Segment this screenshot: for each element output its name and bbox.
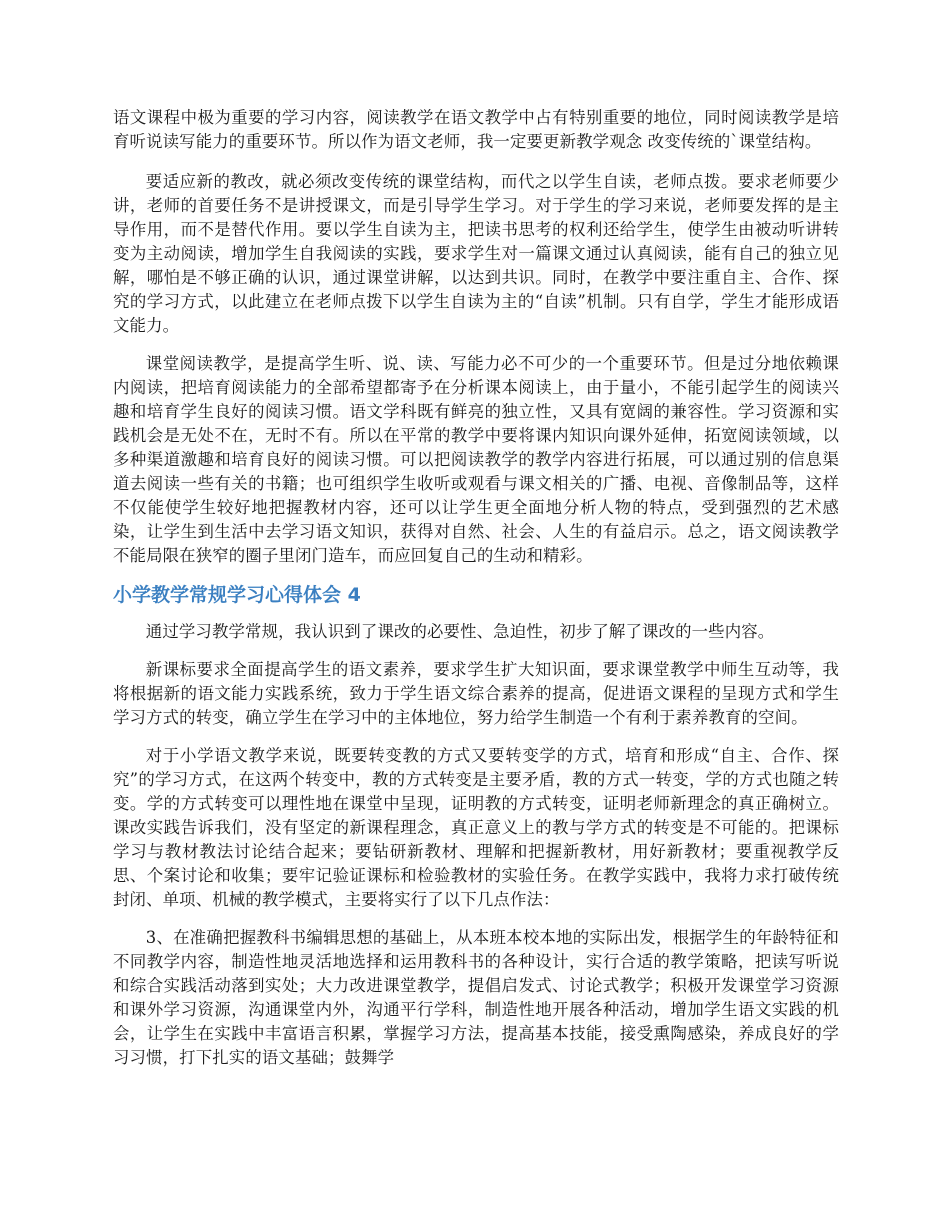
paragraph-classroom-structure: 要适应新的教改，就必须改变传统的课堂结构，而代之以学生自读，老师点拨。要求老师要少讲，老师的首要任务不是讲授课文，而是引导学生学习。对于学生的学习来说，老师要发挥的是主导作用，而不是替代作用。要以学生自读为主，把读书思考的权利还给学生，使学生由被动听讲转变为主动阅读，增加学生自我阅读的实践，要求学生对一篇课文通过认真阅读，能有自己的独立见解，哪怕是不够正确的认识，通过课堂讲解，以达到共识。同时，在教学中要注重自主、合作、探究的学习方式，以此建立在老师点拨下以学生自读为主的“自读”机制。只有自学，学生才能形成语文能力。 [113,172,839,335]
paragraph-reading-teaching: 课堂阅读教学，是提高学生听、说、读、写能力必不可少的一个重要环节。但是过分地依赖课内阅读，把培育阅读能力的全部希望都寄予在分析课本阅读上，由于量小，不能引起学生的阅读兴趣和培育学生良好的阅读习惯。语文学科既有鲜亮的独立性，又具有宽阔的兼容性。学习资源和实践机会是无处不在，无时不有。所以在平常的教学中要将课内知识向课外延伸，拓宽阅读领域，以多种渠道激趣和培育良好的阅读习惯。可以把阅读教学的教学内容进行拓展，可以通过别的信息渠道去阅读一些有关的书籍；也可组织学生收听或观看与课文相关的广播、电视、音像制品等，这样不仅能使学生较好地把握教材内容，还可以让学生更全面地分析人物的特点，受到强烈的艺术感染，让学生到生活中去学习语文知识，获得对自然、社会、人生的有益启示。总之，语文阅读教学不能局限在狭窄的圈子里闭门造车，而应回复自己的生动和精彩。 [113,354,839,565]
paragraph-teaching-methods: 对于小学语文教学来说，既要转变教的方式又要转变学的方式，培育和形成“自主、合作、探究”的学习方式，在这两个转变中，教的方式转变是主要矛盾，教的方式一转变，学的方式也随之转变。学的方式转变可以理性地在课堂中呈现，证明教的方式转变，证明老师新理念的真正确树立。课改实践告诉我们，没有坚定的新课程理念，真正意义上的教与学方式的转变是不可能的。把课标学习与教材教法讨论结合起来；要钻研新教材、理解和把握新教材，用好新教材；要重视教学反思、个案讨论和收集；要牢记验证课标和检验教材的实验任务。在教学实践中，我将力求打破传统封闭、单项、机械的教学模式，主要将实行了以下几点作法： [113,746,839,909]
paragraph-point-3: 3、在准确把握教科书编辑思想的基础上，从本班本校本地的实际出发，根据学生的年龄特征和不同教学内容，制造性地灵活地选择和运用教科书的各种设计，实行合适的教学策略，把读写听说和综合实践活动落到实处；大力改进课堂教学，提倡启发式、讨论式教学；积极开发课堂学习资源和课外学习资源，沟通课堂内外，沟通平行学科，制造性地开展各种活动，增加学生语文实践的机会，让学生在实践中丰富语言积累，掌握学习方法，提高基本技能，接受熏陶感染，养成良好的学习习惯，打下扎实的语文基础；鼓舞学 [113,928,839,1067]
paragraph-intro: 通过学习教学常规，我认识到了课改的必要性、急迫性，初步了解了课改的一些内容。 [145,622,775,641]
section-heading: 小学教学常规学习心得体会 4 [113,584,361,606]
paragraph-new-curriculum: 新课标要求全面提高学生的语文素养，要求学生扩大知识面，要求课堂教学中师生互动等，我将根据新的语文能力实践系统，致力于学生语文综合素养的提高，促进语文课程的呈现方式和学生学习方式的转变，确立学生在学习中的主体地位，努力给学生制造一个有利于素养教育的空间。 [113,660,839,727]
document-page [113,106,839,1084]
paragraph-continued: 语文课程中极为重要的学习内容，阅读教学在语文教学中占有特别重要的地位，同时阅读教学是培育听说读写能力的重要环节。所以作为语文老师，我一定要更新教学观念 改变传统的`课堂结构。 [113,108,839,151]
